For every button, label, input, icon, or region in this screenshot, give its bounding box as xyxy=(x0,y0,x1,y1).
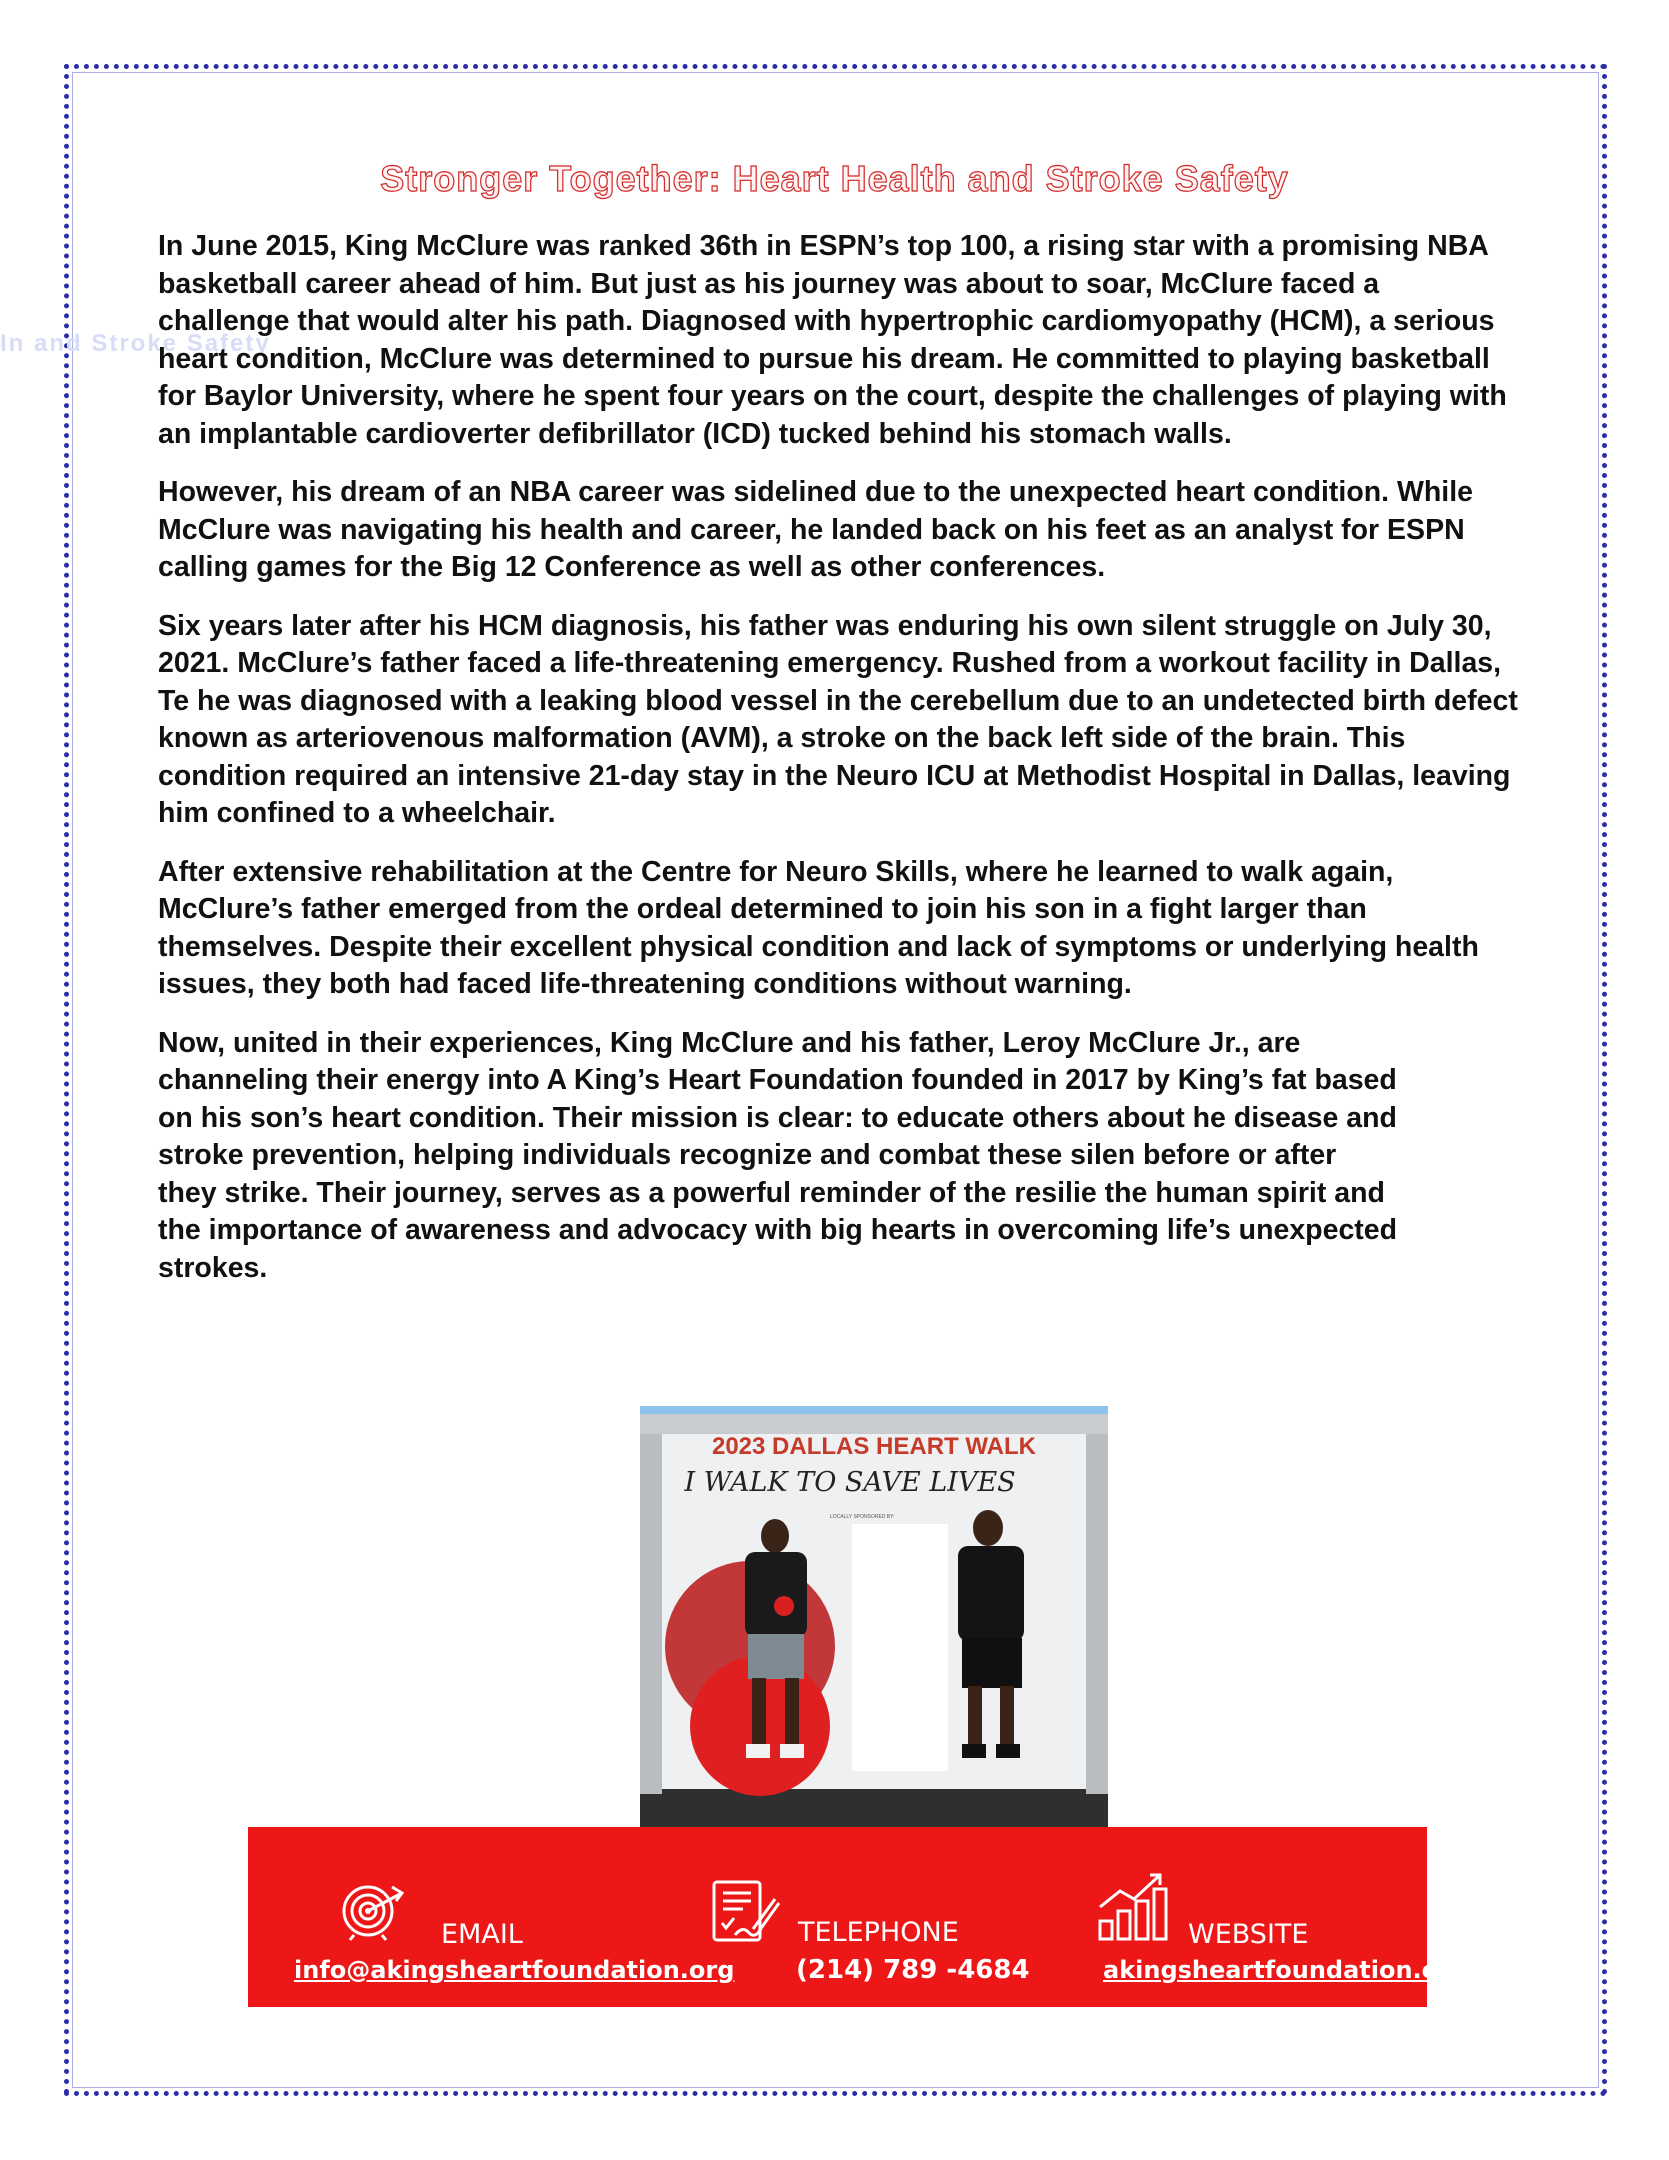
telephone-number[interactable]: (214) 789 -4684 xyxy=(796,1955,1030,1985)
document-signature-icon xyxy=(711,1879,781,1945)
email-link[interactable]: info@akingsheartfoundation.org xyxy=(294,1956,735,1984)
email-label: EMAIL xyxy=(441,1919,523,1950)
page-title: Stronger Together: Heart Health and Stroke Safety xyxy=(380,158,1289,199)
banner-slogan: I WALK TO SAVE LIVES xyxy=(684,1467,1016,1498)
paragraph: However, his dream of an NBA career was sidelined due to the unexpected heart condition. While McClure was navigating his health and career, he landed back on his feet as an analyst for ESPN calling games for the Big 12 Conference as well as other conferences. xyxy=(158,476,1473,583)
contact-bar xyxy=(248,1827,1468,2007)
paragraph: Now, united in their experiences, King McClure and his father, Leroy McClure Jr., are channeling their energy into A King’s Heart Foundation founded in 2017 by King’s fat based on his son’s heart condition. Their mission is clear: to educate others about he disease and stroke prevention, helping individuals recognize and combat these silen before or after they strike. Their journey, serves as a powerful reminder of the resilie the human spirit and the importance of awareness and advocacy with big hearts in overcoming life’s unexpected strokes. xyxy=(158,1026,1398,1284)
article-body xyxy=(158,228,1518,1308)
paragraph: After extensive rehabilitation at the Centre for Neuro Skills, where he learned to walk again, McClure’s father emerged from the ordeal determined to join his son in a fight larger than themselves. Despite their excellent physical condition and lack of symptoms or underlying health issues, they both had faced life-threatening conditions without warning. xyxy=(158,855,1479,1000)
website-label: WEBSITE xyxy=(1188,1919,1309,1950)
growth-chart-icon xyxy=(1096,1871,1170,1941)
paragraph: In June 2015, King McClure was ranked 36th in ESPN’s top 100, a rising star with a promising NBA basketball career ahead of him. But just as his journey was about to soar, McClure faced a challenge that would alter his path. Diagnosed with hypertrophic cardiomyopathy (HCM), a serious heart condition, McClure was determined to pursue his dream. He committed to playing basketball for Baylor University, where he spent four years on the court, despite the challenges of playing with an implantable cardioverter defibrillator (ICD) tucked behind his stomach walls. xyxy=(158,230,1507,450)
target-icon xyxy=(340,1879,408,1941)
ghost-text: In and Stroke Safety xyxy=(0,330,271,357)
heart-walk-photo xyxy=(640,1406,1108,1833)
banner-title: 2023 DALLAS HEART WALK xyxy=(711,1433,1037,1460)
paragraph: Six years later after his HCM diagnosis, his father was enduring his own silent struggle on July 30, 2021. McClure’s father faced a life-threatening emergency. Rushed from a workout facility in Dallas, Te he was diagnosed with a leaking blood vessel in the cerebellum due to an undetected birth defect known as arteriovenous malformation (AVM), a stroke on the back left side of the brain. This condition required an intensive 21-day stay in the Neuro ICU at Methodist Hospital in Dallas, leaving him confined to a wheelchair. xyxy=(158,609,1518,829)
telephone-label: TELEPHONE xyxy=(798,1917,959,1948)
website-link[interactable]: akingsheartfoundation.org xyxy=(1103,1956,1468,1984)
banner-sponsor: LOCALLY SPONSORED BY: xyxy=(830,1514,895,1520)
